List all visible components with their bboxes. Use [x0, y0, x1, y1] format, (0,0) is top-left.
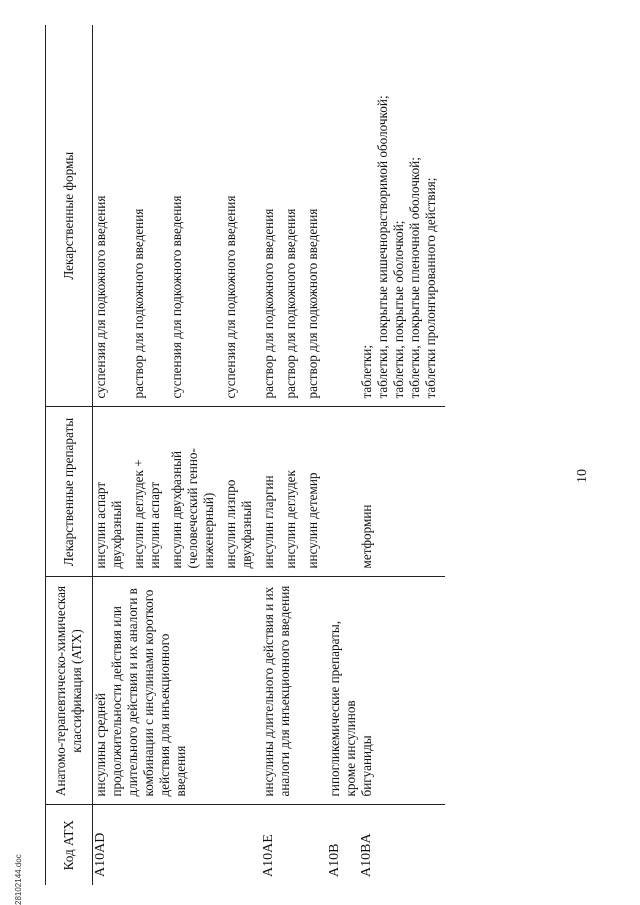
header-drugs: Лекарственные препараты	[46, 407, 93, 577]
drug-name: инсулин гларгин	[261, 475, 276, 569]
dosage-form: таблетки; таблетки, покрытые кишечнорастворимой оболочкой; таблетки, покрытые оболочкой; таблетки, покрытые пленочной оболочкой; таблетки пролонгированного действия;	[359, 95, 438, 399]
table-header-row	[46, 25, 93, 885]
atx-code: A10BA	[359, 833, 374, 877]
drug-names	[261, 407, 327, 577]
dosage-form: суспензия для подкожного введения	[93, 195, 108, 399]
doc-id: 28102144.doc	[14, 854, 23, 905]
drug-forms	[359, 25, 445, 407]
atx-code: A10AE	[261, 834, 276, 877]
drug-forms	[261, 25, 327, 407]
table-row	[93, 25, 262, 885]
drug-name: инсулин деглудек	[283, 470, 298, 569]
page-number: 10	[575, 469, 590, 483]
header-code: Код АТХ	[46, 805, 93, 885]
atx-table	[45, 25, 445, 885]
drug-name: метформин	[359, 504, 374, 569]
table-row	[327, 25, 359, 885]
drug-name: инсулин двухфазный (человеческий генно-инженерный)	[169, 448, 216, 569]
drug-name: инсулин деглудек + инсулин аспарт	[131, 459, 162, 569]
drug-forms	[327, 25, 359, 407]
dosage-form: суспензия для подкожного введения	[169, 195, 184, 399]
drug-names	[93, 407, 262, 577]
atx-classification: гипогликемические препараты, кроме инсулинов	[327, 577, 359, 805]
dosage-form: раствор для подкожного введения	[261, 208, 276, 399]
table-row	[359, 25, 445, 885]
drug-name: инсулин детемир	[305, 472, 320, 569]
atx-classification: инсулины длительного действия и их аналоги для инъекционного введения	[261, 577, 327, 805]
atx-code: A10AD	[93, 832, 108, 877]
atx-classification: бигуаниды	[359, 577, 445, 805]
dosage-form: раствор для подкожного введения	[131, 208, 146, 399]
header-classification: Анатомо-терапевтическо-химическая классификация (АТХ)	[46, 577, 93, 805]
atx-classification: инсулины средней продолжительности действия или длительного действия и их аналоги в комбинации с инсулинами короткого действия для инъекционного введения	[93, 577, 262, 805]
dosage-form: суспензия для подкожного введения	[223, 195, 238, 399]
drug-name: инсулин лизпро двухфазный	[223, 479, 254, 569]
drug-names	[327, 407, 359, 577]
drug-forms	[93, 25, 262, 407]
rotated-page	[45, 25, 605, 885]
table-row	[261, 25, 327, 885]
drug-names	[359, 407, 445, 577]
dosage-form: раствор для подкожного введения	[283, 208, 298, 399]
atx-code: A10B	[327, 843, 342, 877]
drug-name: инсулин аспарт двухфазный	[93, 481, 124, 569]
header-forms: Лекарственные формы	[46, 25, 93, 407]
dosage-form: раствор для подкожного введения	[305, 208, 320, 399]
